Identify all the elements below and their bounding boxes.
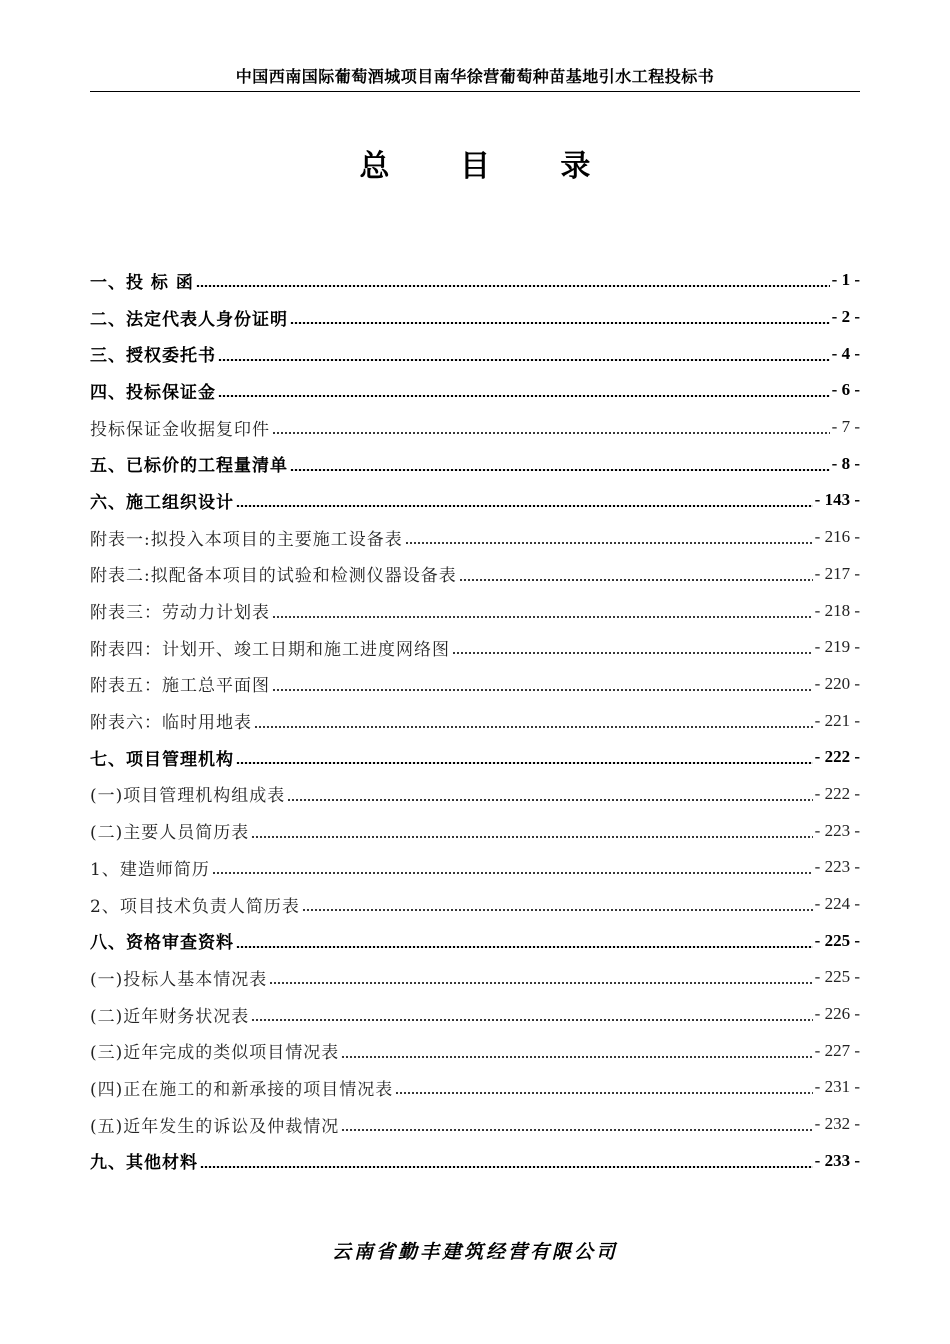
- toc-entry[interactable]: [90, 592, 860, 629]
- toc-page-number: - 219 -: [814, 637, 860, 657]
- toc-entry-title: 附表三：劳动力计划表: [90, 603, 270, 624]
- toc-dot-leader: [236, 946, 813, 948]
- toc-page-number: - 8 -: [831, 453, 860, 473]
- toc-entry[interactable]: [90, 519, 860, 556]
- toc-dot-leader: [287, 799, 812, 801]
- toc-page-number: - 2 -: [831, 307, 860, 327]
- toc-page-number: - 218 -: [814, 600, 860, 620]
- toc-page-number: - 232 -: [814, 1114, 860, 1134]
- toc-entry-title: 四、投标保证金: [90, 382, 216, 403]
- toc-dot-leader: [212, 872, 813, 874]
- toc-entry[interactable]: [90, 959, 860, 996]
- toc-dot-leader: [272, 689, 813, 691]
- header-divider: [90, 91, 860, 92]
- toc-dot-leader: [218, 359, 830, 361]
- toc-entry[interactable]: [90, 335, 860, 372]
- toc-page-number: - 221 -: [814, 710, 860, 730]
- toc-entry-title: 三、授权委托书: [90, 346, 216, 367]
- toc-entry[interactable]: [90, 299, 860, 336]
- toc-entry-title: 七、项目管理机构: [90, 749, 234, 770]
- toc-dot-leader: [236, 762, 813, 764]
- toc-entry-title: (二)近年财务状况表: [90, 1006, 250, 1027]
- toc-entry-title: 五、已标价的工程量清单: [90, 456, 288, 477]
- toc-page-number: - 227 -: [814, 1040, 860, 1060]
- toc-dot-leader: [200, 1166, 813, 1168]
- toc-entry[interactable]: [90, 445, 860, 482]
- toc-entry[interactable]: [90, 1032, 860, 1069]
- toc-entry-title: 一、投 标 函: [90, 272, 194, 293]
- toc-page-number: - 222 -: [814, 783, 860, 803]
- toc-dot-leader: [272, 616, 813, 618]
- toc-entry[interactable]: [90, 922, 860, 959]
- toc-entry[interactable]: [90, 849, 860, 886]
- toc-page-number: - 143 -: [814, 490, 860, 510]
- toc-dot-leader: [459, 579, 813, 581]
- toc-page-number: - 231 -: [814, 1077, 860, 1097]
- toc-entry[interactable]: [90, 1069, 860, 1106]
- toc-dot-leader: [290, 469, 830, 471]
- toc-page-number: - 225 -: [814, 967, 860, 987]
- toc-entry-title: 2、项目技术负责人简历表: [90, 896, 300, 917]
- toc-entry-title: 投标保证金收据复印件: [90, 419, 270, 440]
- toc-dot-leader: [302, 909, 813, 911]
- toc-entry-title: 九、其他材料: [90, 1153, 198, 1174]
- toc-dot-leader: [254, 726, 813, 728]
- table-of-contents: [90, 262, 860, 1179]
- toc-entry-title: (三)近年完成的类似项目情况表: [90, 1043, 340, 1064]
- toc-page-number: - 222 -: [814, 747, 860, 767]
- toc-entry-title: (二)主要人员简历表: [90, 823, 250, 844]
- toc-entry-title: 附表一:拟投入本项目的主要施工设备表: [90, 529, 403, 550]
- page-title: 总 目 录: [359, 149, 621, 184]
- toc-dot-leader: [196, 285, 830, 287]
- toc-entry[interactable]: [90, 812, 860, 849]
- toc-entry-title: 附表四：计划开、竣工日期和施工进度网络图: [90, 639, 450, 660]
- toc-entry-title: 附表六：临时用地表: [90, 713, 252, 734]
- toc-dot-leader: [272, 432, 830, 434]
- toc-entry[interactable]: [90, 1143, 860, 1180]
- toc-dot-leader: [405, 542, 813, 544]
- toc-entry[interactable]: [90, 372, 860, 409]
- toc-dot-leader: [218, 395, 830, 397]
- toc-entry[interactable]: [90, 409, 860, 446]
- toc-entry-title: (五)近年发生的诉讼及仲裁情况: [90, 1116, 340, 1137]
- toc-dot-leader: [290, 322, 830, 324]
- toc-entry[interactable]: [90, 702, 860, 739]
- toc-entry[interactable]: [90, 776, 860, 813]
- toc-page-number: - 216 -: [814, 527, 860, 547]
- toc-entry-title: 六、施工组织设计: [90, 492, 234, 513]
- toc-dot-leader: [251, 836, 812, 838]
- toc-entry[interactable]: [90, 1106, 860, 1143]
- toc-entry-title: 附表二:拟配备本项目的试验和检测仪器设备表: [90, 566, 457, 587]
- toc-page-number: - 6 -: [831, 380, 860, 400]
- toc-dot-leader: [251, 1019, 812, 1021]
- toc-entry[interactable]: [90, 739, 860, 776]
- toc-page-number: - 223 -: [814, 857, 860, 877]
- toc-entry[interactable]: [90, 629, 860, 666]
- toc-page-number: - 224 -: [814, 894, 860, 914]
- toc-page-number: - 233 -: [814, 1150, 860, 1170]
- toc-page-number: - 4 -: [831, 343, 860, 363]
- toc-entry-title: 附表五：施工总平面图: [90, 676, 270, 697]
- toc-entry[interactable]: [90, 996, 860, 1033]
- toc-entry-title: 1、建造师简历: [90, 859, 210, 880]
- toc-dot-leader: [341, 1056, 812, 1058]
- toc-entry-title: (一)投标人基本情况表: [90, 969, 268, 990]
- toc-page-number: - 226 -: [814, 1004, 860, 1024]
- toc-page-number: - 217 -: [814, 563, 860, 583]
- toc-dot-leader: [269, 982, 812, 984]
- toc-entry[interactable]: [90, 886, 860, 923]
- toc-entry-title: 二、法定代表人身份证明: [90, 309, 288, 330]
- company-footer: 云南省勤丰建筑经营有限公司: [331, 1241, 618, 1263]
- toc-entry[interactable]: [90, 262, 860, 299]
- toc-entry-title: (四)正在施工的和新承接的项目情况表: [90, 1079, 394, 1100]
- toc-page-number: - 220 -: [814, 673, 860, 693]
- running-header: 中国西南国际葡萄酒城项目南华徐营葡萄种苗基地引水工程投标书: [235, 67, 715, 86]
- toc-dot-leader: [452, 652, 813, 654]
- toc-page-number: - 7 -: [831, 417, 860, 437]
- toc-entry-title: 八、资格审查资料: [90, 933, 234, 954]
- toc-dot-leader: [236, 505, 813, 507]
- toc-entry-title: (一)项目管理机构组成表: [90, 786, 286, 807]
- toc-page-number: - 223 -: [814, 820, 860, 840]
- toc-dot-leader: [341, 1129, 812, 1131]
- toc-entry[interactable]: [90, 556, 860, 593]
- toc-page-number: - 1 -: [831, 270, 860, 290]
- toc-entry[interactable]: [90, 482, 860, 519]
- toc-page-number: - 225 -: [814, 930, 860, 950]
- toc-entry[interactable]: [90, 666, 860, 703]
- toc-dot-leader: [395, 1092, 812, 1094]
